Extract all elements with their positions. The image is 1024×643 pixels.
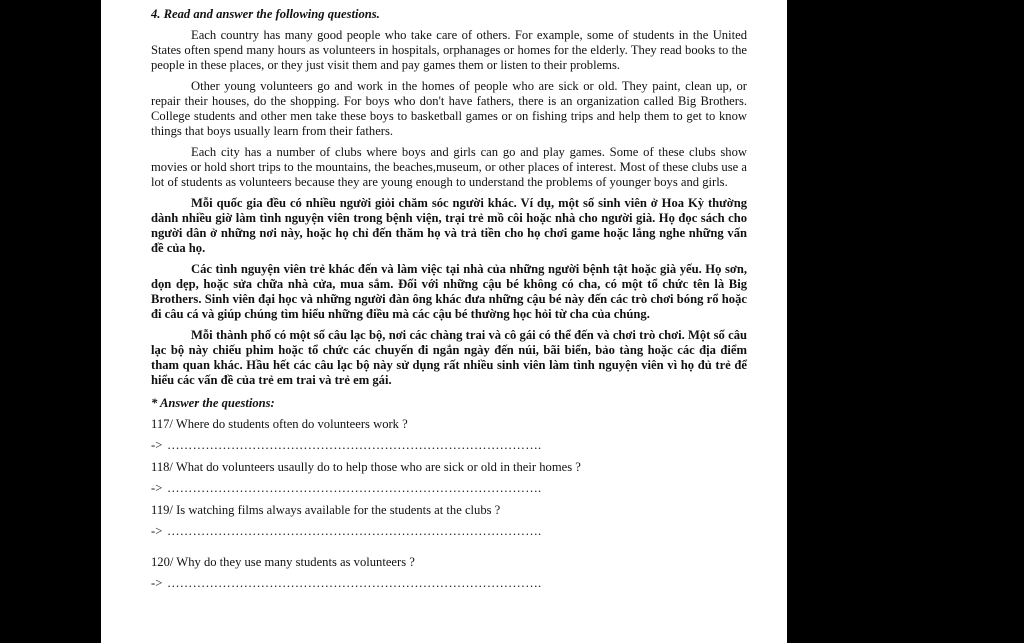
- page-content: [151, 7, 747, 598]
- document-page: [101, 0, 787, 643]
- answer-line-120[interactable]: [151, 576, 747, 598]
- paragraph-en-3: Each city has a number of clubs where boys and girls can go and play games. Some of these clubs show movies or hold short trips to the mountains, the beaches,museum, or other places of interest. Most of these clubs use a lot of students as volunteers because they are young enough to understand the problems of younger boys and girls.: [151, 145, 747, 189]
- question-117: 117/ Where do students often do volunteers work ?: [151, 417, 408, 431]
- answer-line-119[interactable]: [151, 524, 747, 546]
- answer-dots: …………………………………………………………………………….: [167, 576, 542, 590]
- section-heading: 4. Read and answer the following questions.: [151, 7, 380, 21]
- answer-dots: …………………………………………………………………………….: [167, 438, 542, 452]
- paragraph-vi-2: Các tình nguyện viên trẻ khác đến và làm việc tại nhà của những người bệnh tật hoặc già yếu. Họ sơn, dọn dẹp, hoặc sửa chữa nhà cửa, mua sắm. Đối với những cậu bé không có cha, có một tổ chức tên là Big Brothers. Sinh viên đại học và những người đàn ông khác đưa những cậu bé này đến các trò chơi bóng rổ hoặc đi câu cá và giúp chúng tìm hiểu những điều mà các cậu bé thường học hỏi từ cha của chúng.: [151, 262, 747, 321]
- answer-arrow: ->: [151, 438, 163, 452]
- spacer: [151, 546, 747, 555]
- answer-arrow: ->: [151, 524, 163, 538]
- answer-arrow: ->: [151, 576, 163, 590]
- paragraph-vi-3: Mỗi thành phố có một số câu lạc bộ, nơi các chàng trai và cô gái có thể đến và chơi trò chơi. Một số câu lạc bộ này chiếu phim hoặc tổ chức các chuyến đi ngắn ngày đến núi, bãi biển, bảo tàng hoặc các địa điểm tham quan khác. Hầu hết các câu lạc bộ này sử dụng rất nhiều sinh viên làm tình nguyện viên vì họ đủ trẻ để hiểu các vấn đề của trẻ em trai và trẻ em gái.: [151, 328, 747, 387]
- paragraph-en-2: Other young volunteers go and work in the homes of people who are sick or old. They paint, clean up, or repair their houses, do the shopping. For boys who don't have fathers, there is an organization called Big Brothers. College students and other men take these boys to basketball games or on fishing trips and help them to get to know things that boys usually learn from their fathers.: [151, 79, 747, 138]
- answer-line-117[interactable]: [151, 438, 747, 460]
- question-119: 119/ Is watching films always available for the students at the clubs ?: [151, 503, 501, 517]
- paragraph-en-1: Each country has many good people who take care of others. For example, some of students in the United States often spend many hours as volunteers in hospitals, orphanages or homes for the elderly. They read books to the people in these places, or they just visit them and pay games them or listen to their problems.: [151, 28, 747, 72]
- question-120: 120/ Why do they use many students as volunteers ?: [151, 555, 415, 569]
- answer-dots: …………………………………………………………………………….: [167, 481, 542, 495]
- answer-line-118[interactable]: [151, 481, 747, 503]
- paragraph-vi-1: Mỗi quốc gia đều có nhiều người giỏi chăm sóc người khác. Ví dụ, một số sinh viên ở Hoa Kỳ thường dành nhiều giờ làm tình nguyện viên trong bệnh viện, trại trẻ mồ côi hoặc nhà cho người già. Họ đọc sách cho người dân ở những nơi này, hoặc họ chỉ đến thăm họ và trả tiền cho họ chơi game hoặc lắng nghe những vấn đề của họ.: [151, 196, 747, 255]
- answer-heading: * Answer the questions:: [151, 396, 275, 410]
- answer-dots: …………………………………………………………………………….: [167, 524, 542, 538]
- viewer-background-right: [787, 0, 1024, 643]
- answer-arrow: ->: [151, 481, 163, 495]
- question-118: 118/ What do volunteers usaully do to help those who are sick or old in their homes ?: [151, 460, 581, 474]
- viewer-background-left: [0, 0, 101, 643]
